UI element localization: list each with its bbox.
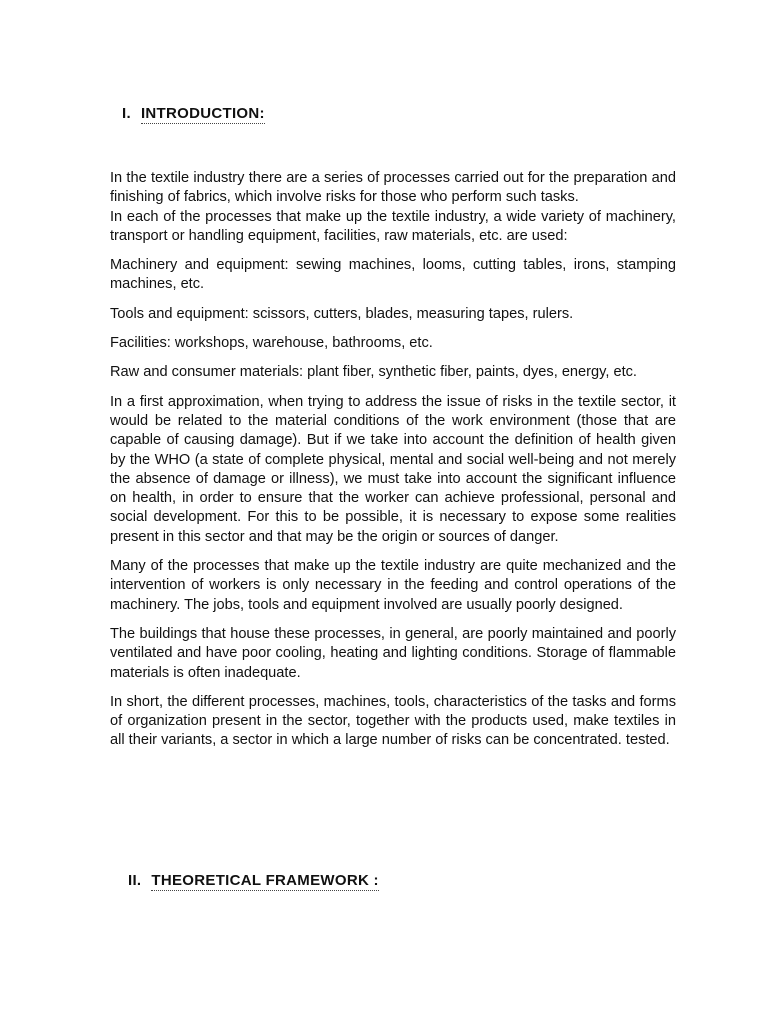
paragraph: In each of the processes that make up the textile industry, a wide variety of machinery, transport or handling equipment, facilities, raw materials, etc. are used:: [110, 208, 676, 244]
paragraph: The buildings that house these processes, in general, are poorly maintained and poorly ventilated and have poor cooling, heating and lighting conditions. Storage of flammable materials is often inadequate.: [110, 625, 676, 681]
introduction-body: [110, 169, 676, 761]
paragraph: In the textile industry there are a series of processes carried out for the preparation and finishing of fabrics, which involve risks for those who perform such tasks.: [110, 170, 676, 206]
paragraph: Many of the processes that make up the textile industry are quite mechanized and the intervention of workers is only necessary in the feeding and control operations of the machinery. The jobs, tools and equipment involved are usually poorly designed.: [110, 558, 676, 613]
section-title: INTRODUCTION:: [140, 105, 265, 122]
paragraph: In a first approximation, when trying to address the issue of risks in the textile sector, it would be related to the material conditions of the work environment (those that are capable of causing damage). But if we take into account the definition of health given by the WHO (a state of complete physical, mental and social well-being and not merely the absence of damage or illness), we must take into account the significant influence on health, in order to ensure that the worker can achieve professional, personal and social development. For this to be possible, it is necessary to expose some realities present in this sector and that may be the origin or sources of danger.: [110, 393, 676, 545]
section-heading-theoretical-framework: [128, 872, 379, 889]
paragraph: Raw and consumer materials: plant fiber, synthetic fiber, paints, dyes, energy, etc.: [110, 364, 637, 381]
paragraph: Machinery and equipment: sewing machines, looms, cutting tables, irons, stamping machines, etc.: [110, 257, 676, 293]
section-number: I.: [122, 105, 131, 122]
section-number: II.: [128, 872, 142, 889]
section-title: THEORETICAL FRAMEWORK :: [151, 872, 379, 889]
paragraph: In short, the different processes, machines, tools, characteristics of the tasks and forms of organization present in the sector, together with the products used, make textiles in all their variants, a sector in which a large number of risks can be concentrated. tested.: [110, 693, 676, 749]
paragraph: Facilities: workshops, warehouse, bathrooms, etc.: [110, 335, 433, 352]
paragraph: Tools and equipment: scissors, cutters, blades, measuring tapes, rulers.: [110, 305, 574, 322]
section-heading-introduction: [122, 105, 265, 122]
